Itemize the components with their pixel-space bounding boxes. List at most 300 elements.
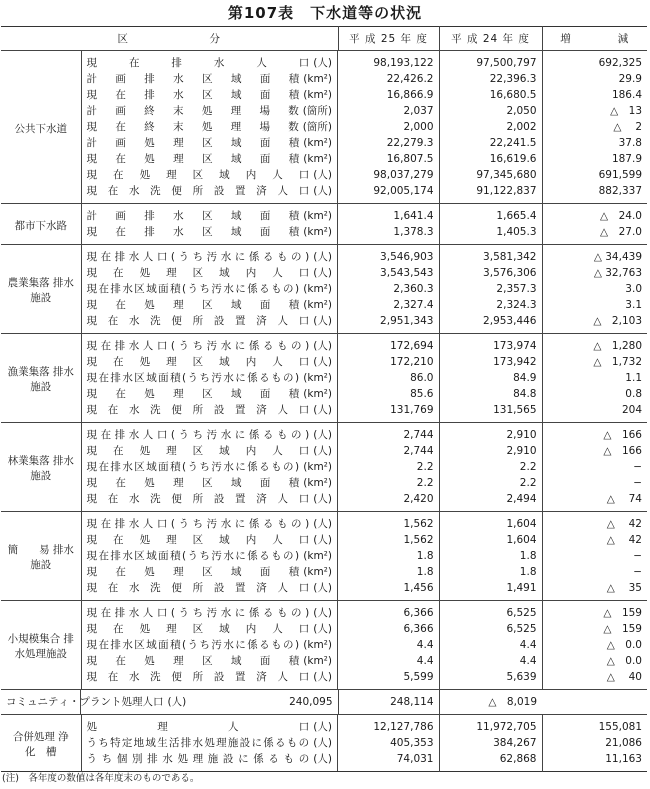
item-label: 現 在 排 水 人 口 — [86, 57, 310, 69]
header-change: 増 減 — [542, 27, 647, 51]
value-fy24: 2,357.3 — [439, 281, 542, 297]
value-fy24: 4.4 — [439, 653, 542, 669]
item-cell — [1, 690, 187, 714]
value-change: − — [633, 477, 642, 489]
item-cell — [82, 532, 339, 548]
group-5 — [1, 512, 647, 601]
item-unit: (km²) — [303, 655, 332, 667]
item-cell — [82, 354, 339, 370]
item-label: う ち 個 別 排 水 処 理 施 設 に 係 る も の — [86, 753, 310, 765]
table-row — [1, 459, 647, 475]
item-label: 現 在 排 水 区 域 面 積 ( う ち 汚 水 に 係 る も の ) — [86, 550, 300, 562]
item-unit: (人) — [313, 445, 332, 457]
item-label: 現 在 水 洗 便 所 設 置 済 人 口 — [86, 582, 310, 594]
value-change: 29.9 — [618, 73, 642, 85]
item-unit: (km²) — [303, 372, 332, 384]
item-label: 計 画 終 末 処 理 場 数 — [86, 105, 299, 117]
value-fy25: 2,420 — [338, 491, 439, 512]
table-row — [1, 183, 647, 204]
item-unit: (人) — [313, 518, 332, 530]
group-3 — [1, 334, 647, 423]
value-change: 692,325 — [598, 57, 642, 69]
item-label: 現 在 処 理 区 域 面 積 — [86, 153, 300, 165]
value-change: △ 34,439 — [593, 251, 642, 263]
item-cell — [82, 135, 339, 151]
value-fy24: 384,267 — [439, 735, 542, 751]
item-label: 現 在 排 水 人 口 ( う ち 汚 水 に 係 る も の ) — [86, 340, 310, 352]
item-cell — [82, 281, 339, 297]
table-row — [1, 475, 647, 491]
item-label: 現 在 排 水 区 域 面 積 ( う ち 汚 水 に 係 る も の ) — [86, 639, 300, 651]
value-fy25: 172,694 — [338, 334, 439, 355]
table-row — [1, 601, 647, 622]
item-label: 現 在 処 理 区 域 内 人 口 — [86, 267, 310, 279]
table-row — [1, 423, 647, 444]
value-fy25: 3,546,903 — [338, 245, 439, 266]
item-label: 現 在 処 理 区 域 内 人 口 — [86, 534, 310, 546]
value-change: △ 13 — [610, 105, 642, 117]
value-change: △ 2 — [613, 121, 642, 133]
table-row — [1, 297, 647, 313]
item-unit: (km²) — [303, 477, 332, 489]
item-unit: (人) — [313, 493, 332, 505]
item-unit: (人) — [313, 251, 332, 263]
category-label: 簡 易 排水施設 — [1, 512, 81, 601]
item-label: 現 在 水 洗 便 所 設 置 済 人 口 — [86, 671, 310, 683]
item-unit: (km²) — [303, 137, 332, 149]
item-label: 現 在 終 末 処 理 場 数 — [86, 121, 299, 133]
value-fy25: 1,562 — [338, 512, 439, 533]
item-label: 現 在 処 理 区 域 内 人 口 — [86, 623, 310, 635]
table-row — [1, 204, 647, 225]
table-row — [1, 119, 647, 135]
value-fy25: 98,037,279 — [338, 167, 439, 183]
item-label: コ ミ ュ ニ テ ィ ・ プ ラ ン ト 処 理 人 口 — [6, 696, 164, 708]
value-fy24: 2.2 — [439, 475, 542, 491]
value-fy24: 2,002 — [439, 119, 542, 135]
table-row — [1, 51, 647, 72]
item-unit: (人) — [313, 169, 332, 181]
category-label: 林業集落 排水施設 — [1, 423, 81, 512]
item-label: 現 在 水 洗 便 所 設 置 済 人 口 — [86, 404, 310, 416]
table-row — [1, 669, 647, 690]
group-2 — [1, 245, 647, 334]
value-fy25: 172,210 — [338, 354, 439, 370]
item-unit: (km²) — [303, 89, 332, 101]
item-unit: (人) — [313, 404, 332, 416]
value-change: 0.8 — [625, 388, 642, 400]
value-change: 37.8 — [618, 137, 642, 149]
group-7 — [1, 690, 647, 715]
item-cell — [82, 735, 339, 751]
table-row — [1, 532, 647, 548]
item-unit: (人) — [313, 607, 332, 619]
item-label: 現 在 処 理 区 域 面 積 — [86, 299, 300, 311]
group-4 — [1, 423, 647, 512]
value-fy24: 6,525 — [439, 601, 542, 622]
item-cell — [82, 71, 339, 87]
value-change: △ 35 — [606, 582, 642, 594]
group-8 — [1, 715, 647, 772]
table-row — [1, 224, 647, 245]
category-label: 小規模集合 排水処理施設 — [1, 601, 81, 690]
item-unit: (人) — [313, 356, 332, 368]
value-fy24: 248,114 — [338, 690, 439, 715]
value-fy25: 22,279.3 — [338, 135, 439, 151]
value-change: △ 0.0 — [606, 639, 642, 651]
item-label: 現 在 排 水 人 口 ( う ち 汚 水 に 係 る も の ) — [86, 429, 310, 441]
value-fy24: 22,241.5 — [439, 135, 542, 151]
value-fy25: 240,095 — [81, 690, 338, 715]
value-change: △ 1,732 — [593, 356, 642, 368]
table-row — [1, 313, 647, 334]
table-row — [1, 443, 647, 459]
item-unit: (km²) — [303, 550, 332, 562]
item-label: 現 在 排 水 区 域 面 積 ( う ち 汚 水 に 係 る も の ) — [86, 461, 300, 473]
item-unit: (人) — [313, 315, 332, 327]
value-fy24: 1,665.4 — [439, 204, 542, 225]
item-label: 現 在 処 理 区 域 内 人 口 — [86, 169, 310, 181]
item-label: 現 在 排 水 人 口 ( う ち 汚 水 に 係 る も の ) — [86, 607, 310, 619]
value-fy25: 16,866.9 — [338, 87, 439, 103]
value-fy24: 3,576,306 — [439, 265, 542, 281]
item-unit: (人) — [313, 671, 332, 683]
value-change: 3.0 — [625, 283, 642, 295]
table-row — [1, 512, 647, 533]
item-cell — [82, 637, 339, 653]
item-label: 現 在 排 水 区 域 面 積 ( う ち 汚 水 に 係 る も の ) — [86, 283, 300, 295]
value-fy25: 1,378.3 — [338, 224, 439, 245]
page-title: 第107表 下水道等の状況 — [227, 4, 423, 22]
value-fy24: 6,525 — [439, 621, 542, 637]
item-label: 計 画 排 水 区 域 面 積 — [86, 73, 300, 85]
value-change: 187.9 — [611, 153, 642, 165]
value-fy25: 4.4 — [338, 653, 439, 669]
value-fy25: 2,360.3 — [338, 281, 439, 297]
value-fy24: 173,942 — [439, 354, 542, 370]
value-change: △ 42 — [606, 518, 642, 530]
value-fy25: 2,037 — [338, 103, 439, 119]
item-unit: (人) — [313, 753, 332, 765]
value-fy24: 1,405.3 — [439, 224, 542, 245]
value-fy24: 11,972,705 — [439, 715, 542, 736]
value-fy25: 131,769 — [338, 402, 439, 423]
value-fy25: 92,005,174 — [338, 183, 439, 204]
value-fy24: 2.2 — [439, 459, 542, 475]
item-unit: (km²) — [303, 388, 332, 400]
table-row — [1, 715, 647, 736]
item-label: 現 在 処 理 区 域 内 人 口 — [86, 356, 310, 368]
value-change: 1.1 — [625, 372, 642, 384]
item-label: 計 画 排 水 区 域 面 積 — [86, 210, 300, 222]
value-change: − — [633, 550, 642, 562]
item-cell — [82, 491, 339, 511]
item-cell — [82, 183, 339, 203]
value-fy25: 1.8 — [338, 548, 439, 564]
item-label: 計 画 処 理 区 域 面 積 — [86, 137, 300, 149]
value-change: 11,163 — [605, 753, 642, 765]
sewerage-table — [1, 26, 647, 772]
item-unit: (人) — [313, 582, 332, 594]
item-label: 現 在 排 水 区 域 面 積 — [86, 226, 300, 238]
footnote: (注) 各年度の数値は各年度末のものである。 — [2, 773, 200, 784]
table-row — [1, 564, 647, 580]
value-change: △ 40 — [606, 671, 642, 683]
value-change: △ 166 — [603, 445, 642, 457]
value-fy25: 2,744 — [338, 423, 439, 444]
value-fy24: 22,396.3 — [439, 71, 542, 87]
value-fy24: 173,974 — [439, 334, 542, 355]
item-cell — [82, 313, 339, 333]
value-fy25: 5,599 — [338, 669, 439, 690]
value-fy24: 84.8 — [439, 386, 542, 402]
table-row — [1, 690, 647, 715]
item-cell — [82, 653, 339, 669]
item-cell — [82, 297, 339, 313]
value-fy24: 5,639 — [439, 669, 542, 690]
item-cell — [82, 715, 339, 735]
item-cell — [82, 119, 339, 135]
item-cell — [82, 265, 339, 281]
table-row — [1, 386, 647, 402]
value-fy24: 1,604 — [439, 532, 542, 548]
value-fy24: 91,122,837 — [439, 183, 542, 204]
item-unit: (人) — [313, 429, 332, 441]
item-unit: (人) — [313, 57, 332, 69]
value-change: − — [633, 461, 642, 473]
value-fy25: 16,807.5 — [338, 151, 439, 167]
value-fy24: 3,581,342 — [439, 245, 542, 266]
item-unit: (人) — [313, 340, 332, 352]
value-change: △ 27.0 — [600, 226, 642, 238]
value-fy25: 2,327.4 — [338, 297, 439, 313]
item-label: 現 在 排 水 区 域 面 積 — [86, 89, 300, 101]
value-change: △ 166 — [603, 429, 642, 441]
value-fy24: 2,494 — [439, 491, 542, 512]
item-unit: (人) — [313, 534, 332, 546]
item-label: 現 在 処 理 区 域 内 人 口 — [86, 445, 310, 457]
header-fy25: 平 成 25 年 度 — [338, 27, 439, 51]
item-cell — [82, 103, 339, 119]
item-label: 現 在 水 洗 便 所 設 置 済 人 口 — [86, 185, 310, 197]
value-fy24: 2,953,446 — [439, 313, 542, 334]
value-change: △ 32,763 — [593, 267, 642, 279]
item-cell — [82, 402, 339, 422]
value-fy25: 12,127,786 — [338, 715, 439, 736]
value-change: △ 42 — [606, 534, 642, 546]
value-fy25: 74,031 — [338, 751, 439, 772]
header-category: 区 分 — [1, 27, 338, 51]
table-row — [1, 167, 647, 183]
value-fy24: 2,910 — [439, 423, 542, 444]
item-cell — [82, 370, 339, 386]
value-change: △ 2,103 — [593, 315, 642, 327]
value-fy24: 1.8 — [439, 548, 542, 564]
item-cell — [82, 580, 339, 600]
value-fy25: 98,193,122 — [338, 51, 439, 72]
item-cell — [82, 475, 339, 491]
item-label: 現 在 水 洗 便 所 設 置 済 人 口 — [86, 493, 310, 505]
value-fy25: 3,543,543 — [338, 265, 439, 281]
value-change: 882,337 — [598, 185, 642, 197]
value-fy25: 2,000 — [338, 119, 439, 135]
table-row — [1, 71, 647, 87]
item-cell — [82, 204, 339, 224]
value-fy25: 1,562 — [338, 532, 439, 548]
value-fy24: 16,619.6 — [439, 151, 542, 167]
item-unit: (km²) — [303, 299, 332, 311]
value-change: △ 159 — [603, 607, 642, 619]
item-cell — [82, 386, 339, 402]
value-change: − — [633, 566, 642, 578]
header-row — [1, 27, 647, 51]
table-row — [1, 245, 647, 266]
value-fy24: 2,324.3 — [439, 297, 542, 313]
value-change: 204 — [621, 404, 642, 416]
value-fy24: 84.9 — [439, 370, 542, 386]
value-fy24: 16,680.5 — [439, 87, 542, 103]
group-1 — [1, 204, 647, 245]
item-label: 現 在 排 水 区 域 面 積 ( う ち 汚 水 に 係 る も の ) — [86, 372, 300, 384]
group-6 — [1, 601, 647, 690]
value-fy24: 4.4 — [439, 637, 542, 653]
value-fy25: 405,353 — [338, 735, 439, 751]
table-row — [1, 548, 647, 564]
item-label: 現 在 水 洗 便 所 設 置 済 人 口 — [86, 315, 310, 327]
value-fy25: 22,426.2 — [338, 71, 439, 87]
value-fy25: 1,641.4 — [338, 204, 439, 225]
table-row — [1, 735, 647, 751]
value-fy25: 2.2 — [338, 475, 439, 491]
table-row — [1, 87, 647, 103]
item-cell — [82, 51, 339, 71]
value-fy25: 1.8 — [338, 564, 439, 580]
table-row — [1, 103, 647, 119]
value-fy24: 131,565 — [439, 402, 542, 423]
item-label: 処 理 人 口 — [86, 721, 310, 733]
value-fy25: 2,744 — [338, 443, 439, 459]
value-change: △ 1,280 — [593, 340, 642, 352]
category-label: 漁業集落 排水施設 — [1, 334, 81, 423]
item-cell — [82, 621, 339, 637]
item-cell — [82, 459, 339, 475]
value-fy24: 2,050 — [439, 103, 542, 119]
item-unit: (km²) — [303, 226, 332, 238]
item-label: 現 在 処 理 区 域 面 積 — [86, 655, 300, 667]
item-label: 現 在 排 水 人 口 ( う ち 汚 水 に 係 る も の ) — [86, 251, 310, 263]
value-change: △ 8,019 — [488, 696, 537, 708]
item-cell — [82, 548, 339, 564]
item-unit: (人) — [313, 721, 332, 733]
table-row — [1, 151, 647, 167]
table-row — [1, 265, 647, 281]
table-row — [1, 281, 647, 297]
item-unit: (人) — [313, 623, 332, 635]
value-fy25: 86.0 — [338, 370, 439, 386]
table-row — [1, 637, 647, 653]
value-fy24: 1,604 — [439, 512, 542, 533]
item-label: 現 在 処 理 区 域 面 積 — [86, 566, 300, 578]
item-unit: (km²) — [303, 73, 332, 85]
table-row — [1, 135, 647, 151]
table-row — [1, 653, 647, 669]
table-row — [1, 334, 647, 355]
item-cell — [82, 564, 339, 580]
item-unit: (km²) — [303, 566, 332, 578]
item-cell — [82, 167, 339, 183]
item-cell — [82, 151, 339, 167]
value-fy24: 2,910 — [439, 443, 542, 459]
value-fy24: 1,491 — [439, 580, 542, 601]
table-row — [1, 370, 647, 386]
table-row — [1, 402, 647, 423]
item-cell — [82, 224, 339, 244]
table-row — [1, 580, 647, 601]
item-cell — [82, 669, 339, 689]
item-cell — [82, 443, 339, 459]
value-change: 186.4 — [611, 89, 642, 101]
item-label: 現 在 処 理 区 域 面 積 — [86, 388, 300, 400]
category-label: 都市下水路 — [1, 204, 81, 245]
item-cell — [82, 334, 339, 354]
value-change: 691,599 — [598, 169, 642, 181]
header-fy24: 平 成 24 年 度 — [439, 27, 542, 51]
value-fy24: 97,500,797 — [439, 51, 542, 72]
value-change: 155,081 — [598, 721, 642, 733]
value-change: 3.1 — [625, 299, 642, 311]
value-change: 21,086 — [605, 737, 642, 749]
table-row — [1, 354, 647, 370]
value-fy25: 85.6 — [338, 386, 439, 402]
table-row — [1, 621, 647, 637]
item-unit: (km²) — [303, 283, 332, 295]
item-cell — [82, 512, 339, 532]
value-fy25: 4.4 — [338, 637, 439, 653]
item-unit: (人) — [313, 267, 332, 279]
item-unit: (箇所) — [302, 121, 332, 133]
value-fy25: 6,366 — [338, 621, 439, 637]
value-fy24: 62,868 — [439, 751, 542, 772]
value-fy25: 2.2 — [338, 459, 439, 475]
value-fy25: 6,366 — [338, 601, 439, 622]
item-unit: (km²) — [303, 153, 332, 165]
value-fy25: 1,456 — [338, 580, 439, 601]
group-0 — [1, 51, 647, 204]
value-fy25: 2,951,343 — [338, 313, 439, 334]
item-cell — [82, 87, 339, 103]
value-fy24: 1.8 — [439, 564, 542, 580]
item-cell — [82, 423, 339, 443]
value-change: △ 74 — [606, 493, 642, 505]
item-cell — [82, 601, 339, 621]
item-label: う ち 特 定 地 域 生 活 排 水 処 理 施 設 に 係 る も の — [86, 737, 310, 749]
table-row — [1, 751, 647, 772]
value-change: △ 24.0 — [600, 210, 642, 222]
item-unit: (箇所) — [302, 105, 332, 117]
item-unit: (人) — [167, 696, 187, 708]
value-change: △ 159 — [603, 623, 642, 635]
value-fy24: 97,345,680 — [439, 167, 542, 183]
value-change: △ 0.0 — [606, 655, 642, 667]
table-row — [1, 491, 647, 512]
item-cell — [82, 751, 339, 771]
item-cell — [82, 245, 339, 265]
category-label: 農業集落 排水施設 — [1, 245, 81, 334]
item-label: 現 在 処 理 区 域 面 積 — [86, 477, 300, 489]
item-unit: (km²) — [303, 461, 332, 473]
item-unit: (km²) — [303, 210, 332, 222]
item-unit: (人) — [313, 185, 332, 197]
